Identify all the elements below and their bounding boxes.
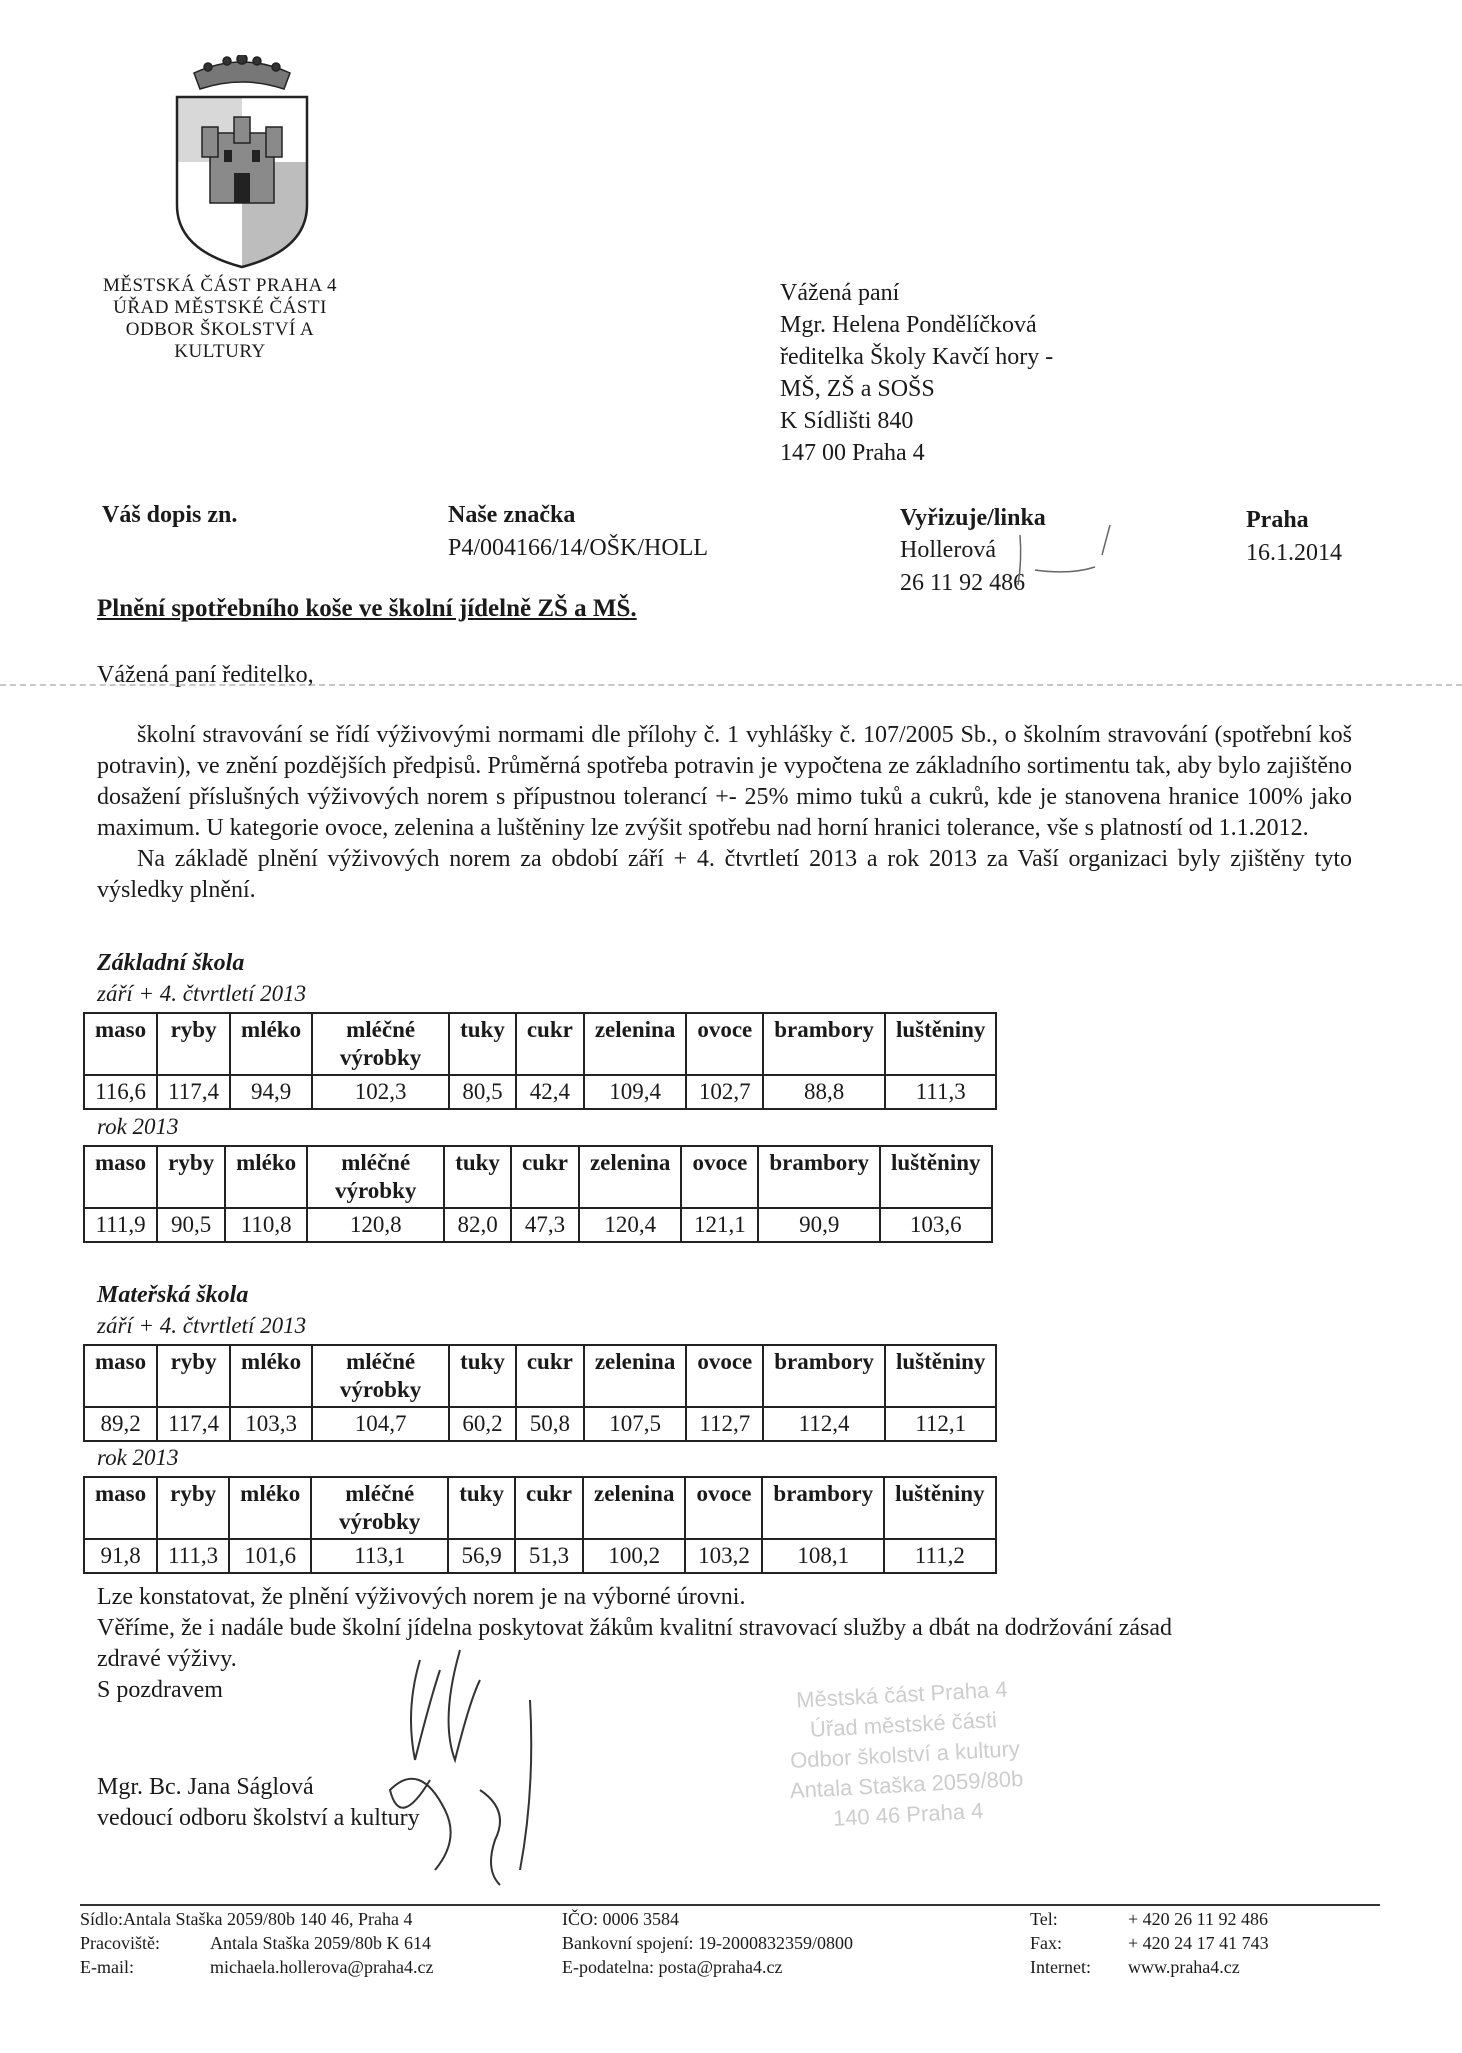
section-title: Základní škola <box>97 950 245 976</box>
letter-subject: Plnění spotřebního koše ve školní jídelně ZŠ a MŠ. <box>97 595 637 622</box>
column-header: luštěniny <box>880 1146 991 1208</box>
table-header-row <box>84 1013 996 1075</box>
table-period: rok 2013 <box>97 1445 179 1470</box>
footer-tel-value: + 420 26 11 92 486 <box>1128 1909 1268 1929</box>
stamp-line: Antala Staška 2059/80b <box>789 1765 1024 1804</box>
issuer-line: ODBOR ŠKOLSTVÍ A <box>125 319 315 340</box>
column-header: tuky <box>444 1146 511 1208</box>
table-period: rok 2013 <box>97 1114 179 1139</box>
column-header: ryby <box>157 1345 230 1407</box>
table-cell: 82,0 <box>444 1208 511 1242</box>
stamp-line: 140 46 Praha 4 <box>832 1797 984 1831</box>
table-row <box>84 1539 996 1573</box>
column-header: mléko <box>229 1477 311 1539</box>
footer-seat-label: Sídlo: <box>80 1909 124 1929</box>
nutrition-table <box>83 1344 997 1442</box>
recipient-name: Mgr. Helena Pondělíčková <box>780 312 1037 338</box>
footer-internet-label: Internet: <box>1030 1957 1091 1977</box>
recipient-school: MŠ, ZŠ a SOŠS <box>780 376 935 402</box>
stamp-line: Odbor školství a kultury <box>789 1736 1021 1773</box>
footer-fax-label: Fax: <box>1030 1933 1063 1953</box>
table-row <box>84 1075 996 1109</box>
stamp-line: Městská část Praha 4 <box>795 1676 1009 1713</box>
letter-body <box>97 720 1352 906</box>
column-header: brambory <box>763 1013 885 1075</box>
column-header: zelenina <box>584 1345 687 1407</box>
recipient-address <box>780 277 1053 469</box>
handled-by-label: Vyřizuje/linka <box>900 505 1046 531</box>
footer-seat-value: Antala Staška 2059/80b 140 46, Praha 4 <box>123 1909 413 1929</box>
letter-date: 16.1.2014 <box>1246 540 1342 566</box>
column-header: zelenina <box>583 1477 686 1539</box>
footer-email-value: michaela.hollerova@praha4.cz <box>210 1957 434 1977</box>
column-header: ovoce <box>681 1146 758 1208</box>
table-cell: 51,3 <box>515 1539 583 1573</box>
footer-email-label: E-mail: <box>80 1957 134 1977</box>
table-cell: 113,1 <box>311 1539 448 1573</box>
column-header: mléčné výrobky <box>312 1345 449 1407</box>
column-header: maso <box>84 1013 157 1075</box>
table-cell: 117,4 <box>157 1407 230 1441</box>
footer-epodatelna: E-podatelna: posta@praha4.cz <box>562 1957 783 1977</box>
table-cell: 112,7 <box>686 1407 763 1441</box>
column-header: tuky <box>449 1345 516 1407</box>
table-cell: 120,4 <box>579 1208 682 1242</box>
recipient-greeting: Vážená paní <box>780 280 900 306</box>
recipient-city: 147 00 Praha 4 <box>780 440 925 466</box>
table-cell: 42,4 <box>516 1075 584 1109</box>
column-header: ryby <box>157 1477 229 1539</box>
table-cell: 103,6 <box>880 1208 991 1242</box>
table-cell: 103,2 <box>685 1539 762 1573</box>
your-letter-label: Váš dopis zn. <box>102 502 238 528</box>
table-cell: 116,6 <box>84 1075 157 1109</box>
column-header: maso <box>84 1146 157 1208</box>
table-cell: 107,5 <box>584 1407 687 1441</box>
table-header-row <box>84 1345 996 1407</box>
column-header: luštěniny <box>885 1013 996 1075</box>
footer-internet-value: www.praha4.cz <box>1128 1957 1240 1977</box>
table-cell: 121,1 <box>681 1208 758 1242</box>
prague4-coat-of-arms-logo <box>172 55 312 270</box>
issuer-block <box>60 275 380 363</box>
column-header: zelenina <box>579 1146 682 1208</box>
footer-workplace-label: Pracoviště: <box>80 1933 160 1953</box>
issuer-line: KULTURY <box>174 341 266 362</box>
table-cell: 89,2 <box>84 1407 157 1441</box>
column-header: cukr <box>516 1345 584 1407</box>
table-cell: 110,8 <box>225 1208 307 1242</box>
column-header: luštěniny <box>885 1345 996 1407</box>
column-header: ryby <box>157 1146 225 1208</box>
column-header: mléčné výrobky <box>312 1013 449 1075</box>
column-header: brambory <box>758 1146 880 1208</box>
table-header-row <box>84 1477 996 1539</box>
table-row <box>84 1208 992 1242</box>
table-cell: 47,3 <box>511 1208 579 1242</box>
our-ref-value: P4/004166/14/OŠK/HOLL <box>448 535 709 561</box>
column-header: mléčné výrobky <box>307 1146 444 1208</box>
place-label: Praha <box>1246 507 1309 533</box>
table-cell: 80,5 <box>449 1075 516 1109</box>
table-cell: 60,2 <box>449 1407 516 1441</box>
salutation: Vážená paní ředitelko, <box>97 662 314 688</box>
table-header-row <box>84 1146 992 1208</box>
regards: S pozdravem <box>97 1677 223 1703</box>
recipient-role: ředitelka Školy Kavčí hory - <box>780 344 1054 370</box>
table-cell: 120,8 <box>307 1208 444 1242</box>
issuer-line: MĚSTSKÁ ČÁST PRAHA 4 <box>102 275 337 296</box>
table-period: září + 4. čtvrtletí 2013 <box>97 981 307 1006</box>
column-header: brambory <box>762 1477 884 1539</box>
office-stamp <box>711 1670 1098 1840</box>
column-header: cukr <box>516 1013 584 1075</box>
signer-name: Mgr. Bc. Jana Ságlová <box>97 1774 314 1800</box>
column-header: ovoce <box>686 1345 763 1407</box>
table-cell: 111,2 <box>884 1539 995 1573</box>
column-header: luštěniny <box>884 1477 995 1539</box>
handwritten-signature <box>360 1640 630 1890</box>
table-cell: 88,8 <box>763 1075 885 1109</box>
table-cell: 112,1 <box>885 1407 996 1441</box>
column-header: ovoce <box>685 1477 762 1539</box>
table-cell: 108,1 <box>762 1539 884 1573</box>
table-cell: 112,4 <box>763 1407 885 1441</box>
column-header: zelenina <box>584 1013 687 1075</box>
table-cell: 104,7 <box>312 1407 449 1441</box>
table-cell: 56,9 <box>448 1539 515 1573</box>
column-header: cukr <box>515 1477 583 1539</box>
table-cell: 111,9 <box>84 1208 157 1242</box>
our-ref-label: Naše značka <box>448 502 576 528</box>
signer-role: vedoucí odboru školství a kultury <box>97 1805 420 1831</box>
column-header: brambory <box>763 1345 885 1407</box>
footer-ico: IČO: 0006 3584 <box>562 1909 679 1929</box>
stamp-line: Úřad městské části <box>809 1707 998 1742</box>
table-cell: 90,9 <box>758 1208 880 1242</box>
column-header: ryby <box>157 1013 230 1075</box>
footer-bank: Bankovní spojení: 19-2000832359/0800 <box>562 1933 853 1953</box>
footer-divider <box>80 1904 1380 1906</box>
table-cell: 103,3 <box>230 1407 312 1441</box>
column-header: mléko <box>230 1345 312 1407</box>
footer-seat <box>80 1908 412 1930</box>
footer-fax-value: + 420 24 17 41 743 <box>1128 1933 1269 1953</box>
table-period: září + 4. čtvrtletí 2013 <box>97 1313 307 1338</box>
column-header: maso <box>84 1345 157 1407</box>
nutrition-table <box>83 1476 997 1574</box>
table-cell: 102,7 <box>686 1075 763 1109</box>
table-cell: 90,5 <box>157 1208 225 1242</box>
column-header: tuky <box>449 1013 516 1075</box>
closing-line: Lze konstatovat, že plnění výživových norem je na výborné úrovni. <box>97 1584 746 1610</box>
table-cell: 117,4 <box>157 1075 230 1109</box>
issuer-line: ÚŘAD MĚSTSKÉ ČÁSTI <box>113 297 327 318</box>
column-header: ovoce <box>686 1013 763 1075</box>
column-header: mléčné výrobky <box>311 1477 448 1539</box>
closing-line: Věříme, že i nadále bude školní jídelna poskytovat žákům kvalitní stravovací služby a dbát na dodržování zásad <box>97 1615 1172 1641</box>
table-cell: 101,6 <box>229 1539 311 1573</box>
column-header: mléko <box>225 1146 307 1208</box>
handled-by-name: Hollerová <box>900 537 996 563</box>
table-cell: 111,3 <box>157 1539 229 1573</box>
table-cell: 94,9 <box>230 1075 312 1109</box>
table-cell: 100,2 <box>583 1539 686 1573</box>
body-paragraph: školní stravování se řídí výživovými normami dle přílohy č. 1 vyhlášky č. 107/2005 Sb., o školním stravování (spotřební koš potravin), ve znění pozdějších předpisů. Průměrná spotřeba potravin je vypočtena ze základního sortimentu tak, aby bylo zajištěno dosažení příslušných výživových norem s přípustnou tolerancí +- 25% mimo tuků a cukrů, kde je stanovena hranice 100% jako maximum. U kategorie ovoce, zelenina a luštěniny lze zvýšit spotřebu nad horní hranici tolerance, vše s platností od 1.1.2012. <box>97 722 1352 841</box>
column-header: cukr <box>511 1146 579 1208</box>
footer-tel-label: Tel: <box>1030 1909 1058 1929</box>
table-cell: 111,3 <box>885 1075 996 1109</box>
column-header: mléko <box>230 1013 312 1075</box>
nutrition-table <box>83 1145 993 1243</box>
closing-line: zdravé výživy. <box>97 1646 237 1672</box>
nutrition-table <box>83 1012 997 1110</box>
table-cell: 50,8 <box>516 1407 584 1441</box>
table-cell: 102,3 <box>312 1075 449 1109</box>
initials-scribble-icon <box>1000 515 1130 590</box>
column-header: tuky <box>448 1477 515 1539</box>
table-cell: 91,8 <box>84 1539 157 1573</box>
body-paragraph: Na základě plnění výživových norem za období září + 4. čtvrtletí 2013 a rok 2013 za Vaší organizaci byly zjištěny tyto výsledky plnění. <box>97 846 1352 903</box>
column-header: maso <box>84 1477 157 1539</box>
recipient-street: K Sídlišti 840 <box>780 408 914 434</box>
handled-by-phone: 26 11 92 486 <box>900 570 1026 596</box>
section-title: Mateřská škola <box>97 1282 249 1308</box>
table-row <box>84 1407 996 1441</box>
table-cell: 109,4 <box>584 1075 687 1109</box>
footer-workplace-value: Antala Staška 2059/80b K 614 <box>210 1933 431 1953</box>
